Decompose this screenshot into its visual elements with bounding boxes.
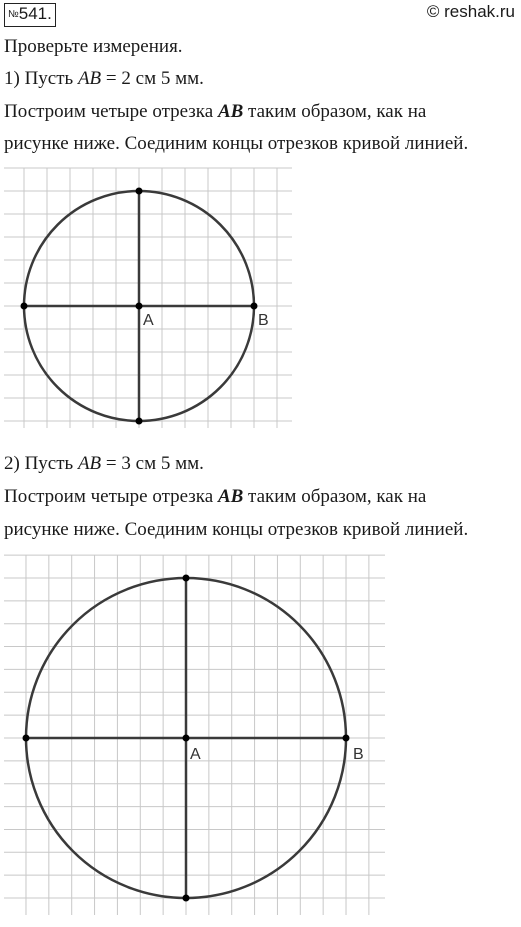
part2-heading: 2) Пусть AB = 3 см 5 мм. <box>4 453 204 474</box>
part1-line2: рисунке ниже. Соединим концы отрезков кривой линией. <box>4 133 469 154</box>
label-b-2: B <box>353 746 364 763</box>
point-right-2 <box>343 735 350 742</box>
point-left-1 <box>21 303 28 310</box>
task-number: №541. <box>4 3 56 27</box>
point-top-1 <box>136 188 143 195</box>
intro-text: Проверьте измерения. <box>4 36 183 57</box>
part2-line1: Построим четыре отрезка AB таким образом, как на <box>4 486 427 507</box>
point-center-1 <box>136 303 143 310</box>
figure-2 <box>0 550 390 920</box>
site-watermark: © reshak.ru <box>426 2 515 21</box>
part2-line2: рисунке ниже. Соединим концы отрезков кривой линией. <box>4 519 469 540</box>
point-right-1 <box>251 303 258 310</box>
label-a-2: A <box>190 746 201 763</box>
point-center-2 <box>183 735 190 742</box>
part1-line1: Построим четыре отрезка AB таким образом, как на <box>4 101 427 122</box>
point-top-2 <box>183 575 190 582</box>
point-bottom-1 <box>136 418 143 425</box>
grid-1 <box>4 168 292 428</box>
label-b-1: B <box>258 312 269 329</box>
point-bottom-2 <box>183 895 190 902</box>
point-left-2 <box>23 735 30 742</box>
grid-2 <box>4 555 385 915</box>
part1-heading: 1) Пусть AB = 2 см 5 мм. <box>4 68 204 89</box>
label-a-1: A <box>143 312 154 329</box>
figure-1 <box>0 160 300 430</box>
